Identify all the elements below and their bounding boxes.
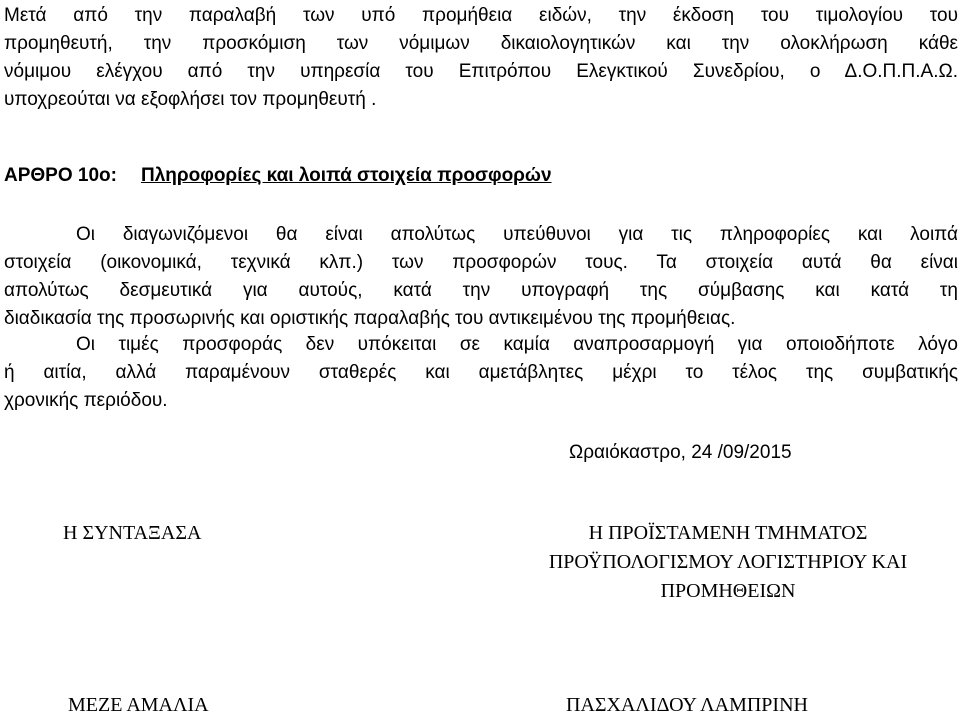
right-signatory-role [512, 520, 944, 605]
right-role-line-2: ΠΡΟΫΠΟΛΟΓΙΣΜΟΥ ΛΟΓΙΣΤΗΡΙΟΥ ΚΑΙ [548, 551, 908, 573]
body-line-4: διαδικασία της προσωρινής και οριστικής παραλαβής του αντικειμένου της προμήθειας. [4, 308, 736, 329]
body-line-7: χρονικής περιόδου. [4, 390, 168, 411]
body-line-3: απολύτως δεσμευτικά για αυτούς, κατά την υπογραφή της σύμβασης και κατά τη [4, 280, 958, 301]
right-signatory-name: ΠΑΣΧΑΛΙΔΟΥ ΛΑΜΠΡΙΝΗ [566, 694, 808, 716]
left-signatory-role: Η ΣΥΝΤΑΞΑΣΑ [63, 522, 202, 544]
body-line-2: στοιχεία (οικονομικά, τεχνικά κλπ.) των προσφορών τους. Τα στοιχεία αυτά θα είναι [4, 252, 958, 273]
article-title: Πληροφορίες και λοιπά στοιχεία προσφορών [140, 165, 552, 186]
body-line-5: Οι τιμές προσφοράς δεν υπόκειται σε καμία αναπροσαρμογή για οποιοδήποτε λόγο [76, 334, 958, 355]
date-line: Ωραιόκαστρο, 24 /09/2015 [569, 442, 792, 463]
intro-line-1: Μετά από την παραλαβή των υπό προμήθεια ειδών, την έκδοση του τιμολογίου του [4, 5, 958, 26]
intro-line-2: προμηθευτή, την προσκόμιση των νόμιμων δικαιολογητικών και την ολοκλήρωση κάθε [4, 33, 958, 54]
body-line-1: Οι διαγωνιζόμενοι θα είναι απολύτως υπεύθυνοι για τις πληροφορίες και λοιπά [76, 224, 958, 245]
body-line-6: ή αιτία, αλλά παραμένουν σταθερές και αμετάβλητες μέχρι το τέλος της συμβατικής [4, 362, 958, 383]
article-heading [4, 163, 552, 188]
intro-line-4: υποχρεούται να εξοφλήσει τον προμηθευτή . [4, 89, 377, 110]
right-role-line-3: ΠΡΟΜΗΘΕΙΩΝ [660, 580, 796, 602]
right-role-line-1: Η ΠΡΟΪΣΤΑΜΕΝΗ ΤΜΗΜΑΤΟΣ [588, 522, 868, 544]
left-signatory-name: ΜΕΖΕ ΑΜΑΛΙΑ [68, 694, 209, 716]
article-number: ΑΡΘΡΟ 10ο: [4, 165, 117, 186]
intro-line-3: νόμιμου ελέγχου από την υπηρεσία του Επιτρόπου Ελεγκτικού Συνεδρίου, ο Δ.Ο.Π.Π.Α.Ω. [4, 61, 958, 82]
